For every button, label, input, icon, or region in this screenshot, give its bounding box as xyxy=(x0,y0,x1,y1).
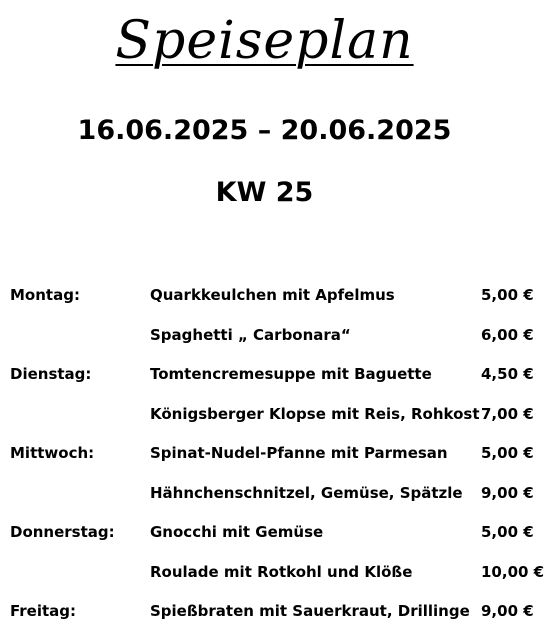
menu-dish: Spinat-Nudel-Pfanne mit Parmesan xyxy=(150,444,448,462)
menu-dish: Tomtencremesuppe mit Baguette xyxy=(150,365,432,383)
menu-table xyxy=(0,276,559,632)
date-range: 16.06.2025 – 20.06.2025 xyxy=(77,115,452,146)
menu-dish: Quarkkeulchen mit Apfelmus xyxy=(150,286,395,304)
menu-row xyxy=(0,553,559,593)
menu-row xyxy=(0,434,559,474)
menu-price: 10,00 € xyxy=(481,562,545,581)
menu-dish: Spießbraten mit Sauerkraut, Drillinge xyxy=(150,602,470,620)
menu-dish: Roulade mit Rotkohl und Klöße xyxy=(150,562,413,581)
menu-price: 9,00 € xyxy=(481,483,534,502)
menu-row xyxy=(0,592,559,632)
menu-dish: Spaghetti „ Carbonara“ xyxy=(150,325,351,344)
menu-price: 7,00 € xyxy=(481,404,534,423)
menu-day: Donnerstag: xyxy=(10,523,115,541)
menu-price: 9,00 € xyxy=(481,602,534,620)
page-title: Speiseplan xyxy=(115,11,414,71)
menu-dish: Gnocchi mit Gemüse xyxy=(150,523,324,541)
calendar-week: KW 25 xyxy=(215,177,314,208)
menu-price: 4,50 € xyxy=(481,365,534,383)
menu-day: Freitag: xyxy=(10,602,77,620)
menu-price: 5,00 € xyxy=(481,444,534,462)
menu-dish: Königsberger Klopse mit Reis, Rohkost xyxy=(150,404,480,423)
menu-row xyxy=(0,355,559,395)
menu-row xyxy=(0,316,559,356)
menu-row xyxy=(0,474,559,514)
menu-row xyxy=(0,513,559,553)
menu-day: Dienstag: xyxy=(10,365,92,383)
menu-row xyxy=(0,395,559,435)
menu-price: 5,00 € xyxy=(481,523,534,541)
menu-dish: Hähnchenschnitzel, Gemüse, Spätzle xyxy=(150,483,463,502)
menu-day: Montag: xyxy=(10,286,80,304)
menu-row xyxy=(0,276,559,316)
menu-day: Mittwoch: xyxy=(10,444,95,462)
menu-price: 5,00 € xyxy=(481,286,534,304)
menu-price: 6,00 € xyxy=(481,325,534,344)
